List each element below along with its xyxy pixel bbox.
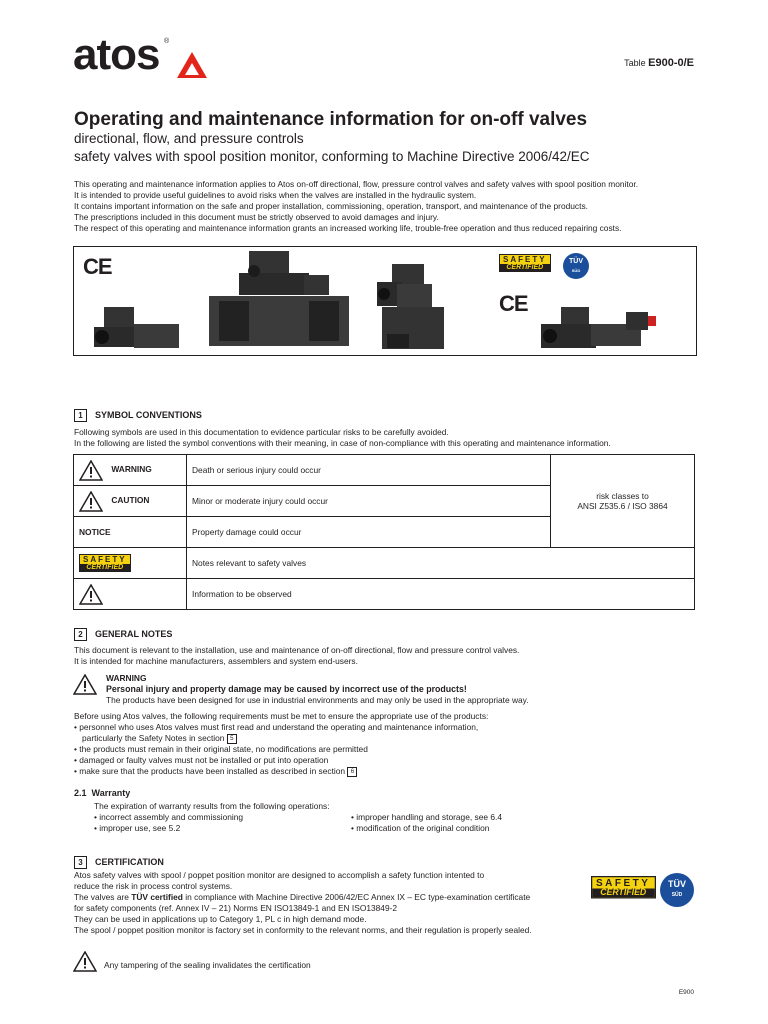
warranty-list-left [94, 812, 344, 834]
text-line: This document is relevant to the installation, use and maintenance of on-off directional, flow and pressure control valves. [74, 645, 520, 655]
text-line: Following symbols are used in this documentation to evidence particular risks to be carefully avoided. [74, 427, 449, 437]
row-description: Death or serious injury could occur [187, 455, 551, 486]
row-description: Information to be observed [187, 579, 695, 610]
symbol-cell [74, 579, 187, 610]
text-fragment: The valves are [74, 892, 132, 902]
list-item [74, 766, 714, 777]
warning-label: WARNING [106, 673, 147, 683]
row-label: WARNING [111, 464, 152, 475]
tuv-logo [563, 253, 589, 279]
requirements-list [74, 711, 714, 777]
text-line: In the following are listed the symbol conventions with their meaning, in case of non-compliance with this operating and maintenance information. [74, 438, 611, 448]
list-item: • the products must remain in their original state, no modifications are permitted [74, 744, 368, 754]
small-valve-image [94, 302, 184, 352]
caution-triangle-icon [79, 491, 103, 512]
subsection-number: 2.1 [74, 788, 87, 798]
warning-triangle-icon [79, 460, 103, 481]
table-row [74, 455, 695, 486]
safety-badge-top: SAFETY [83, 555, 127, 564]
certification-text [74, 870, 594, 936]
safety-badge-bottom: CERTIFIED [592, 889, 654, 898]
intro-text [74, 179, 714, 234]
subtitle-1: directional, flow, and pressure controls [74, 131, 304, 146]
safety-badge-bottom: CERTIFIED [500, 264, 550, 271]
intro-line: It contains important information on the safe and proper installation, commissioning, operation, transport, and maintenance of the products. [74, 201, 588, 211]
section-2-heading [74, 628, 172, 641]
subsection-2-1-heading [74, 788, 130, 798]
list-item-text: particularly the Safety Notes in section [82, 733, 225, 743]
warranty-list-right [351, 812, 601, 834]
symbol-cell [74, 486, 187, 517]
info-triangle-icon [79, 584, 103, 605]
logo-triangle-icon [175, 50, 209, 80]
table-label: Table [624, 58, 646, 68]
table-reference [624, 57, 694, 69]
general-warning [106, 673, 706, 706]
text-line: It is intended for machine manufacturers, assemblers and system end-users. [74, 656, 358, 666]
safety-certified-badge [591, 876, 651, 898]
pressure-valve-image [372, 262, 452, 354]
symbol-cell [74, 548, 187, 579]
section-number: 2 [74, 628, 87, 641]
section-number: 1 [74, 409, 87, 422]
section-ref[interactable]: 6 [347, 767, 357, 777]
warning-triangle-icon [73, 674, 97, 695]
row-label: CAUTION [111, 495, 150, 506]
tuv-sub: SÜD [671, 892, 683, 898]
text-line: The spool / poppet position monitor is factory set in conformity to the relevant norms, and their regulation is properly sealed. [74, 925, 532, 935]
large-valve-image [204, 251, 354, 351]
section-2-intro [74, 645, 714, 667]
intro-line: The prescriptions included in this document must be strictly observed to avoid damages and injury. [74, 212, 439, 222]
row-label: NOTICE [79, 527, 111, 537]
row-description: Notes relevant to safety valves [187, 548, 695, 579]
tuv-certified-text: TÜV certified [131, 892, 183, 902]
intro-line: This operating and maintenance information applies to Atos on-off directional, flow, pressure control valves and safety valves with spool position monitor. [74, 179, 639, 189]
row-description: Minor or moderate injury could occur [187, 486, 551, 517]
symbol-conventions-table [73, 454, 695, 610]
warning-triangle-icon [73, 951, 97, 972]
intro-line: The respect of this operating and maintenance information grants an increased working life, trouble-free operation and thus reduced repairing costs. [74, 223, 622, 233]
logo-registered: ® [163, 38, 170, 45]
text-fragment: in compliance with Machine Directive 2006/42/EC Annex IX – EC type-examination certificate [182, 892, 531, 902]
page-footer-code: E900 [678, 989, 694, 996]
safety-certified-badge [79, 554, 131, 572]
list-item-text: • make sure that the products have been installed as described in section [74, 766, 346, 776]
list-item: • improper use, see 5.2 [94, 823, 181, 833]
risk-class-cell [551, 455, 695, 548]
text-line: reduce the risk in process control systems. [74, 881, 233, 891]
section-1-intro [74, 427, 714, 449]
risk-line: ANSI Z535.6 / ISO 3864 [577, 501, 668, 511]
subsection-title: Warranty [91, 788, 131, 798]
tuv-text: TÜV [569, 258, 583, 265]
tuv-sub: SÜD [571, 268, 581, 273]
tampering-note: Any tampering of the sealing invalidates the certification [104, 960, 311, 970]
text-line: Before using Atos valves, the following requirements must be met to ensure the appropriate use of the products: [74, 711, 489, 721]
subtitle-2: safety valves with spool position monitor, conforming to Machine Directive 2006/42/EC [74, 149, 590, 164]
safety-badge-top: SAFETY [503, 255, 547, 264]
list-item: • modification of the original condition [351, 823, 490, 833]
warning-bold: Personal injury and property damage may be caused by incorrect use of the products! [106, 684, 467, 694]
atos-logo [73, 30, 209, 80]
list-item: • improper handling and storage, see 6.4 [351, 812, 502, 822]
page-title: Operating and maintenance information for on-off valves [74, 109, 588, 130]
section-number: 3 [74, 856, 87, 869]
ce-mark-2: CE [499, 291, 528, 316]
list-item [74, 733, 714, 744]
logo-text: atos [73, 30, 160, 79]
tuv-logo [660, 873, 694, 907]
safety-certified-badge [499, 254, 551, 274]
row-description: Property damage could occur [187, 517, 551, 548]
risk-line: risk classes to [596, 491, 649, 501]
section-title: GENERAL NOTES [95, 629, 173, 639]
symbol-cell [74, 517, 187, 548]
list-item: • damaged or faulty valves must not be installed or put into operation [74, 755, 329, 765]
text-line [74, 892, 594, 903]
table-code: E900-0/E [648, 57, 694, 69]
warning-text: The products have been designed for use in industrial environments and may only be used in the appropriate way. [106, 695, 529, 705]
safety-valve-image [536, 302, 666, 352]
list-item: • incorrect assembly and commissioning [94, 812, 244, 822]
warranty-text: The expiration of warranty results from the following operations: [94, 801, 330, 811]
intro-line: It is intended to provide useful guidelines to avoid risks when the valves are installed in the hydraulic system. [74, 190, 477, 200]
product-images-box [73, 246, 697, 356]
safety-badge-bottom: CERTIFIED [80, 564, 130, 571]
table-row [74, 548, 695, 579]
list-item: • personnel who uses Atos valves must first read and understand the operating and maintenance information, [74, 722, 479, 732]
text-line: Atos safety valves with spool / poppet position monitor are designed to accomplish a safety function intented to [74, 870, 485, 880]
text-line: They can be used in applications up to Category 1, PL c in high demand mode. [74, 914, 367, 924]
section-ref[interactable]: 5 [227, 734, 237, 744]
section-3-heading [74, 856, 164, 869]
tuv-text: TÜV [668, 879, 686, 889]
ce-mark: CE [83, 254, 112, 279]
text-line: for safety components (ref. Annex IV – 21) Norms EN ISO13849-1 and EN ISO13849-2 [74, 903, 398, 913]
table-row [74, 579, 695, 610]
safety-badge-top: SAFETY [596, 877, 651, 889]
section-title: CERTIFICATION [95, 857, 164, 867]
section-1-heading [74, 409, 202, 422]
symbol-cell [74, 455, 187, 486]
section-title: SYMBOL CONVENTIONS [95, 410, 202, 420]
